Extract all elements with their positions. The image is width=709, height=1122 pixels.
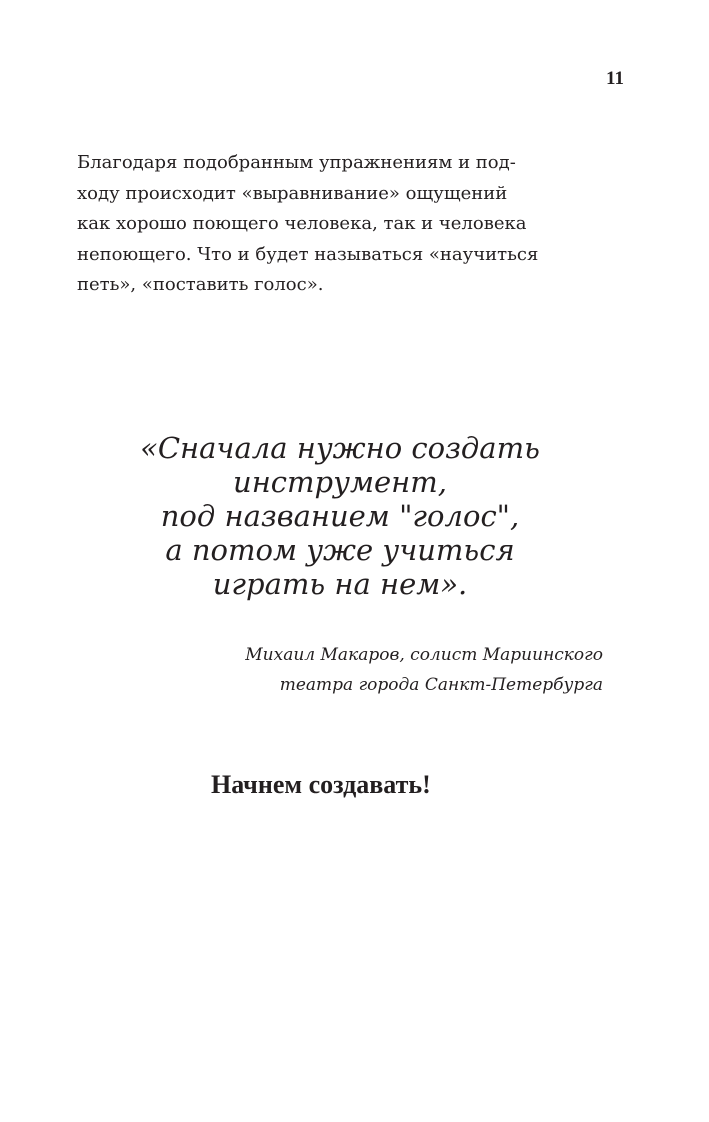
closing-heading: Начнем создавать! [211,770,431,799]
epigraph-quote [95,431,585,601]
paragraph-line: непоющего. Что и будет называться «научиться [77,243,539,265]
quote-line: «Сначала нужно создать [140,431,540,465]
paragraph-line: петь», «поставить голос». [77,274,324,295]
quote-line: под названием "голос", [160,499,520,533]
body-paragraph [77,148,617,301]
quote-line: инструмент, [233,465,447,499]
paragraph-line: как хорошо поющего человека, так и человека [77,213,527,234]
page-number: 11 [606,68,624,89]
quote-line: а потом уже учиться [165,533,515,567]
quote-attribution [150,640,603,700]
paragraph-line: Благодаря подобранным упражнениям и под- [77,152,516,173]
quote-line: играть на нем». [212,567,468,601]
attribution-line: Михаил Макаров, солист Мариинского [245,645,603,665]
paragraph-line: ходу происходит «выравнивание» ощущений [77,182,508,204]
attribution-line: театра города Санкт-Петербурга [279,675,603,695]
